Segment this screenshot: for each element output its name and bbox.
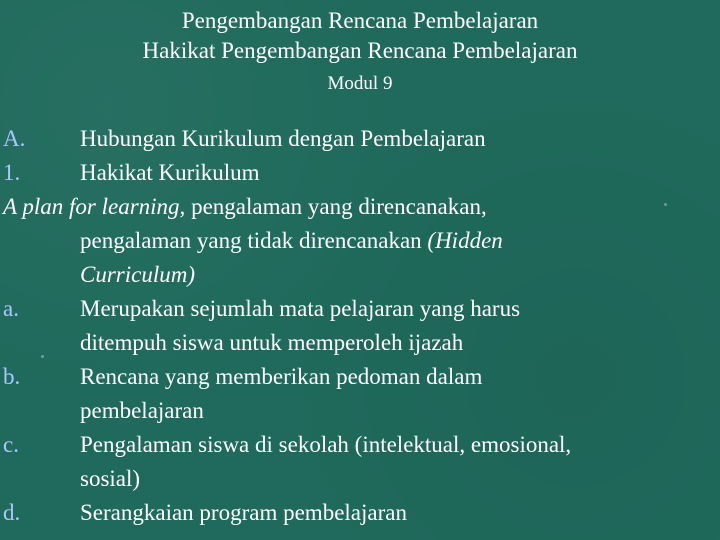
list-item-b: [0, 360, 720, 394]
list-item-c: [0, 428, 720, 462]
definition-line-2: [0, 224, 720, 258]
list-item-text: Serangkaian program pembelajaran: [80, 500, 407, 525]
list-item-a-upper: [0, 122, 720, 156]
list-item-text: Hakikat Kurikulum: [80, 160, 260, 185]
list-item-d: [0, 496, 720, 530]
definition-line-1: [0, 190, 720, 224]
speck-decoration: [41, 355, 44, 358]
title-line-2: Hakikat Pengembangan Rencana Pembelajaran: [142, 38, 578, 63]
definition-italic-lead: A plan for learning,: [3, 194, 186, 219]
list-item-text: Merupakan sejumlah mata pelajaran yang harus: [80, 296, 521, 321]
module-subtitle-text: Modul 9: [327, 73, 393, 94]
list-item-b-continuation: pembelajaran: [80, 398, 204, 423]
list-item-text: Hubungan Kurikulum dengan Pembelajaran: [80, 126, 486, 151]
module-subtitle: [0, 72, 720, 96]
list-item-a-continuation: ditempuh siswa untuk memperoleh ijazah: [80, 330, 464, 355]
list-marker: c.: [3, 432, 19, 457]
list-item-c-continuation: sosial): [80, 466, 141, 491]
list-item-text: Rencana yang memberikan pedoman dalam: [80, 364, 483, 389]
list-item-1: [0, 156, 720, 190]
list-marker: d.: [3, 500, 21, 525]
title-line-1: Pengembangan Rencana Pembelajaran: [181, 8, 539, 33]
definition-line-2-plain: pengalaman yang tidak direncanakan: [80, 228, 428, 253]
list-marker: b.: [3, 364, 21, 389]
definition-lead-rest: pengalaman yang direncanakan,: [185, 194, 487, 219]
definition-line-3: [0, 258, 720, 292]
list-item-a: [0, 292, 720, 326]
speck-decoration: [664, 203, 667, 206]
list-item-text: Pengalaman siswa di sekolah (intelektual, emosional,: [80, 432, 572, 457]
definition-line-3-italic: Curriculum): [80, 262, 195, 287]
list-marker: a.: [3, 296, 19, 321]
list-marker: 1.: [3, 160, 21, 185]
title-block: [0, 6, 720, 96]
content-body: [0, 122, 720, 530]
definition-line-2-italic: (Hidden: [427, 228, 503, 253]
list-marker: A.: [3, 126, 26, 151]
